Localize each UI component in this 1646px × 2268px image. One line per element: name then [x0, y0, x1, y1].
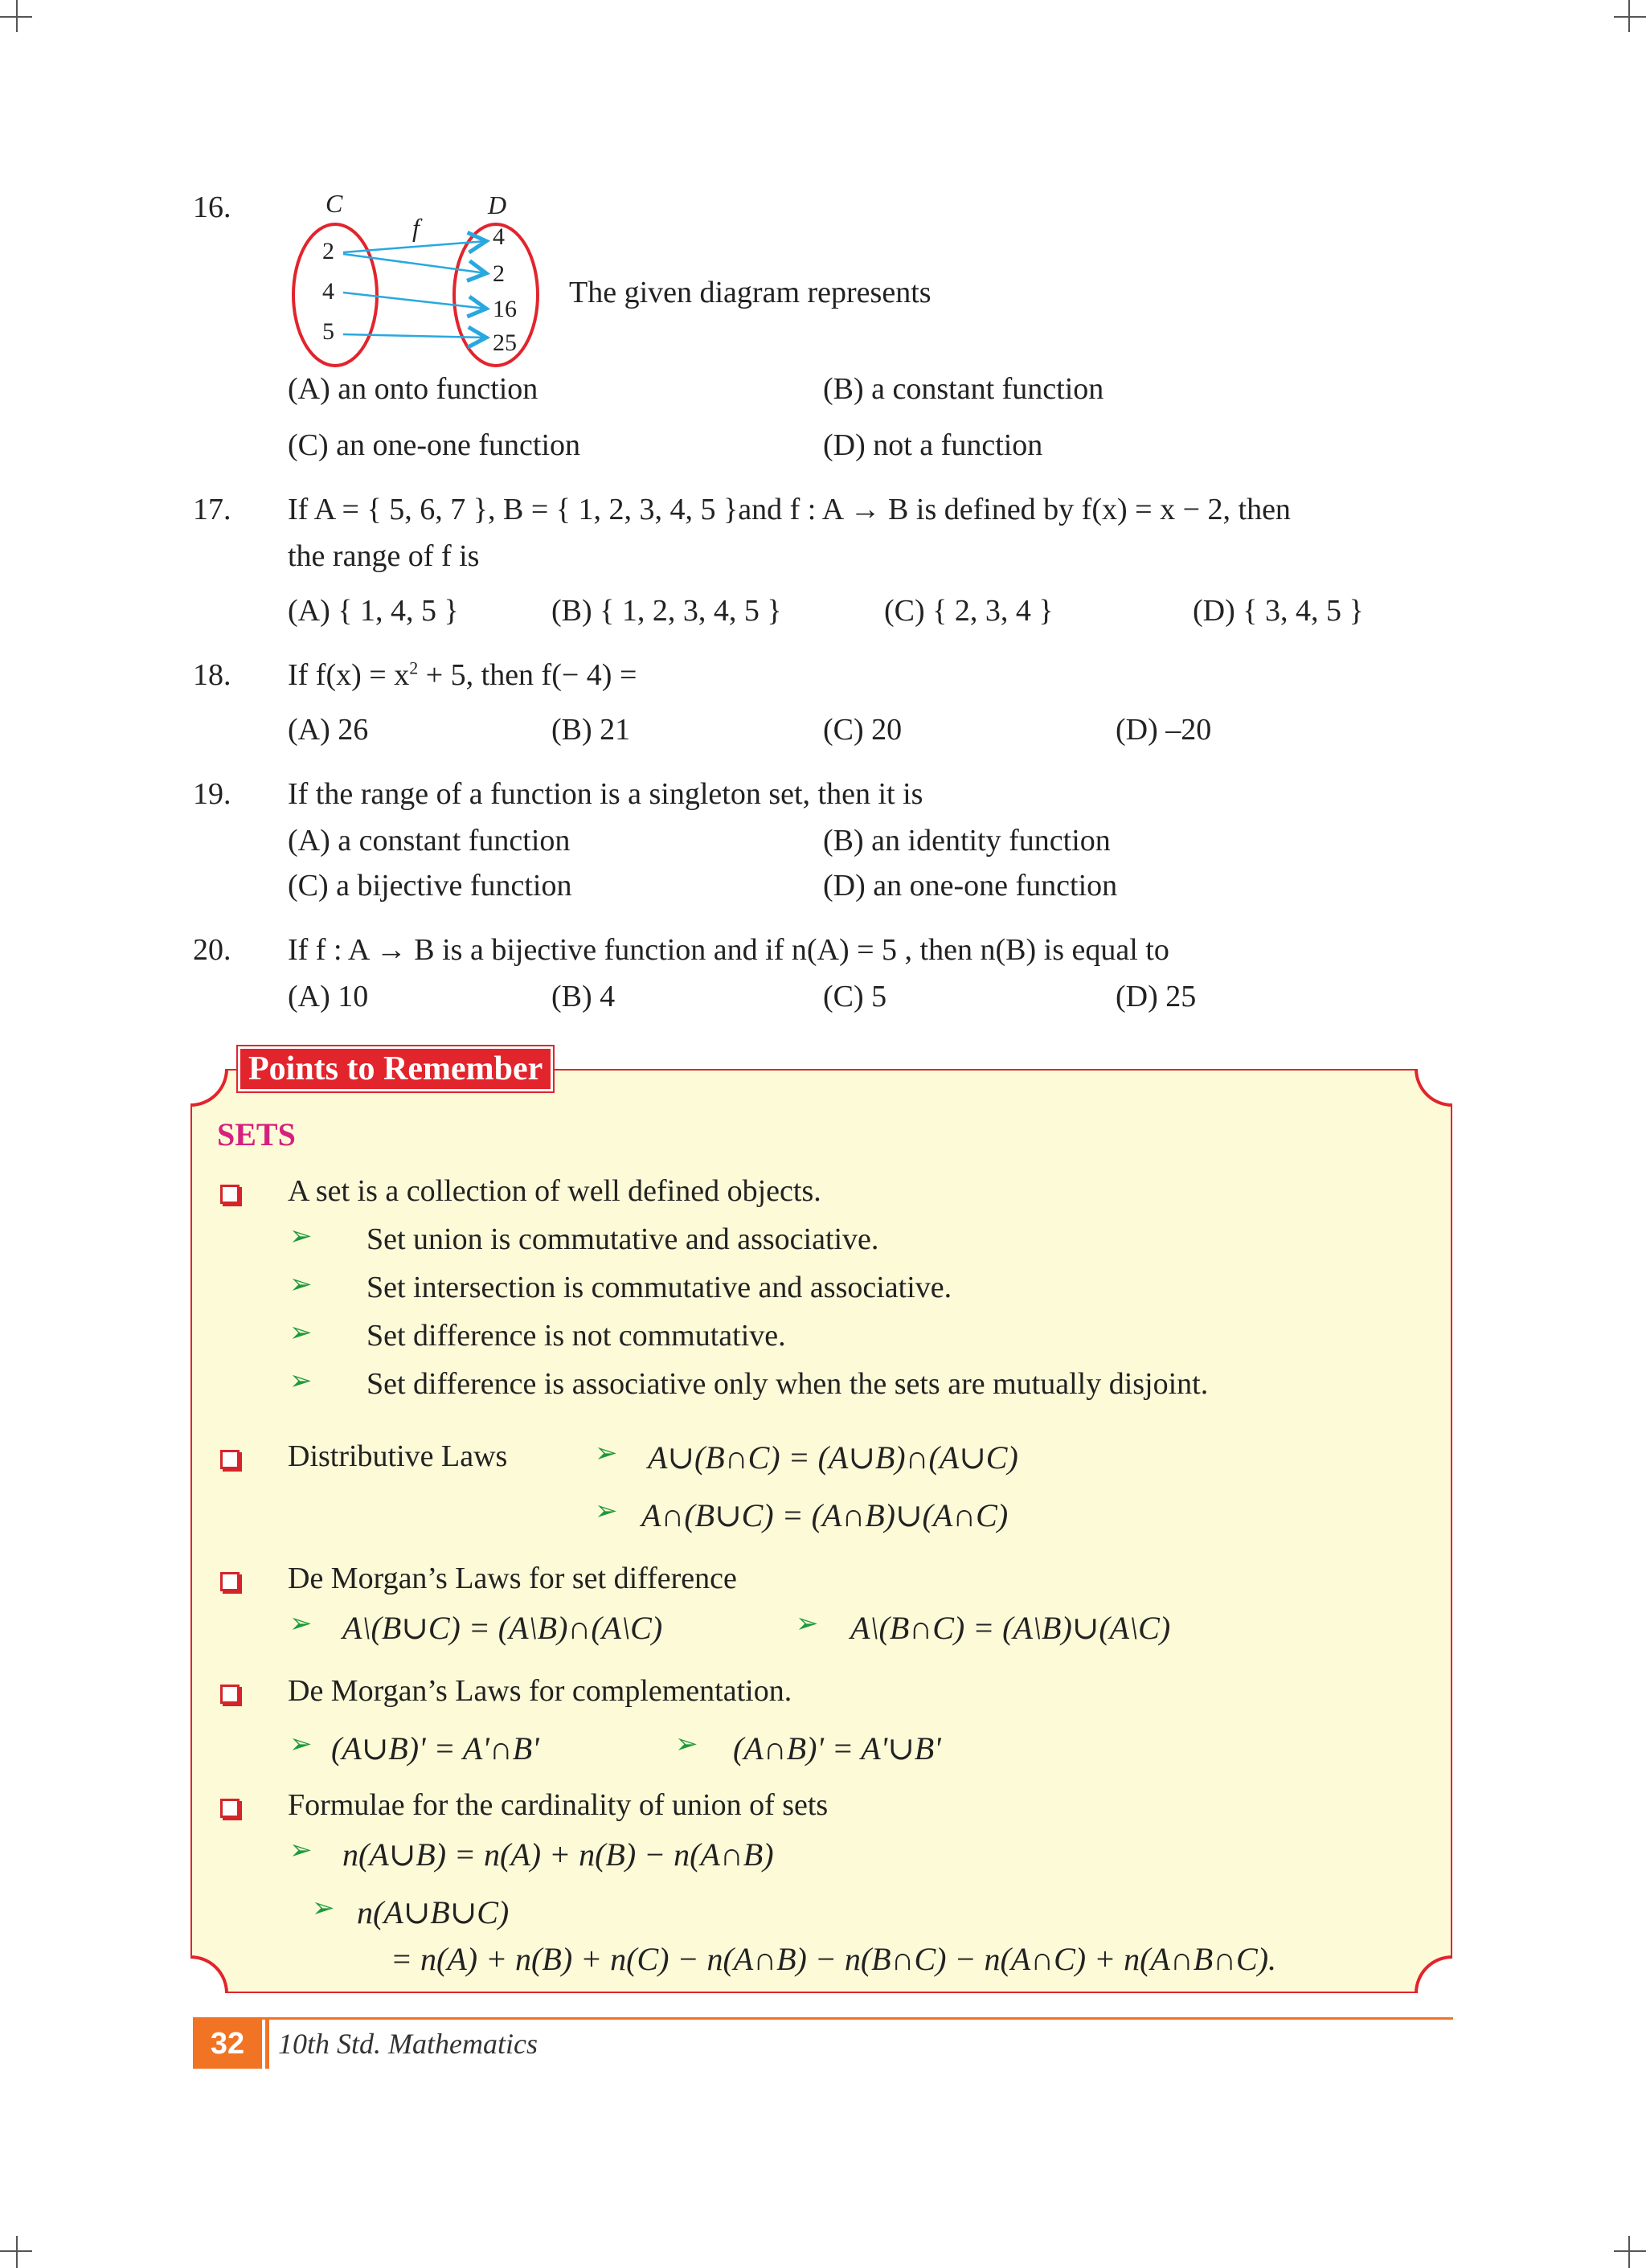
arrow-bullet-icon: ➢	[675, 1728, 698, 1760]
q16-option-a: (A) an onto function	[288, 372, 538, 406]
q19-option-b: (B) an identity function	[823, 824, 1111, 858]
q17-option-b: (B) { 1, 2, 3, 4, 5 }	[551, 594, 782, 628]
sets-heading: SETS	[217, 1116, 296, 1152]
q18-stem-part-a: If f(x) = x	[288, 658, 410, 692]
footer-rule	[193, 2017, 1453, 2020]
function-label: f	[412, 213, 420, 242]
arrow-bullet-icon: ➢	[595, 1495, 618, 1527]
q20-stem: If f : A → B is a bijective function and if n(A) = 5 , then n(B) is equal to	[288, 933, 1169, 967]
q20-option-b: (B) 4	[551, 980, 616, 1013]
arrow-bullet-icon: ➢	[312, 1892, 335, 1924]
distributive-law-2: A∩(B∪C) = (A∩B)∪(A∩C)	[641, 1497, 1009, 1533]
cardinality-three-sets-lhs: n(A∪B∪C)	[357, 1894, 510, 1930]
bullet-square-1	[220, 1185, 240, 1204]
sub-intersection: Set intersection is commutative and associative.	[366, 1271, 952, 1304]
q18-option-d: (D) –20	[1116, 713, 1212, 747]
q18-option-c: (C) 20	[823, 713, 903, 747]
demorgan-complement-2: (A∩B)' = A'∪B'	[733, 1730, 941, 1767]
arrow-bullet-icon: ➢	[289, 1607, 313, 1640]
arrow-bullet-icon: ➢	[289, 1365, 313, 1397]
page-number: 32	[193, 2019, 262, 2069]
crop-mark-tl-h	[0, 0, 32, 18]
item-demorgan-difference: De Morgan’s Laws for set difference	[288, 1562, 737, 1595]
arrow-bullet-icon: ➢	[796, 1607, 819, 1640]
bullet-square-2	[220, 1450, 240, 1469]
demorgan-difference-1: A\(B∪C) = (A\B)∩(A\C)	[342, 1610, 663, 1646]
q19-option-d: (D) an one-one function	[823, 869, 1118, 903]
cardinality-two-sets: n(A∪B) = n(A) + n(B) − n(A∩B)	[342, 1836, 774, 1873]
crop-mark-bl-h	[0, 2250, 32, 2268]
arrow-5-to-25	[343, 334, 486, 338]
arrow-bullet-icon: ➢	[289, 1316, 313, 1349]
sub-difference-associative: Set difference is associative only when the sets are mutually disjoint.	[366, 1367, 1209, 1401]
sub-union: Set union is commutative and associative.	[366, 1222, 879, 1256]
item-set-definition: A set is a collection of well defined objects.	[288, 1174, 821, 1208]
q18-number: 18.	[193, 658, 231, 692]
d-item-0: 4	[493, 223, 505, 250]
c-item-1: 4	[322, 278, 334, 305]
book-title: 10th Std. Mathematics	[278, 2028, 538, 2060]
arrow-bullet-icon: ➢	[289, 1220, 313, 1252]
c-item-2: 5	[322, 318, 334, 345]
arrow-bullet-icon: ➢	[595, 1437, 618, 1469]
set-d-label: D	[488, 190, 507, 219]
demorgan-complement-1: (A∪B)' = A'∩B'	[331, 1730, 539, 1767]
q19-stem: If the range of a function is a singleton set, then it is	[288, 777, 923, 811]
q17-option-c: (C) { 2, 3, 4 }	[884, 594, 1054, 628]
q17-number: 17.	[193, 493, 231, 526]
q20-number: 20.	[193, 933, 231, 967]
q18-option-b: (B) 21	[551, 713, 631, 747]
q17-stem-line2: the range of f is	[288, 539, 480, 573]
q19-option-a: (A) a constant function	[288, 824, 571, 858]
q18-stem-superscript: 2	[409, 657, 419, 678]
arrow-bullet-icon: ➢	[289, 1728, 313, 1760]
q16-stem: The given diagram represents	[569, 276, 932, 309]
d-item-3: 25	[493, 330, 517, 356]
item-demorgan-complement: De Morgan’s Laws for complementation.	[288, 1674, 792, 1708]
q19-option-c: (C) a bijective function	[288, 869, 572, 903]
arrow-bullet-icon: ➢	[289, 1834, 313, 1866]
set-c-label: C	[326, 189, 343, 218]
demorgan-difference-2: A\(B∩C) = (A\B)∪(A\C)	[850, 1610, 1171, 1646]
q20-option-d: (D) 25	[1116, 980, 1197, 1013]
q16-option-c: (C) an one-one function	[288, 428, 581, 462]
distributive-law-1: A∪(B∩C) = (A∪B)∩(A∪C)	[648, 1439, 1018, 1476]
q16-option-b: (B) a constant function	[823, 372, 1104, 406]
q17-option-d: (D) { 3, 4, 5 }	[1193, 594, 1364, 628]
item-distributive-laws: Distributive Laws	[288, 1439, 508, 1473]
q16-mapping-diagram	[285, 186, 551, 371]
bullet-square-4	[220, 1685, 240, 1704]
footer-separator	[265, 2019, 269, 2069]
c-item-0: 2	[322, 238, 334, 264]
arrow-4-to-16	[343, 293, 486, 309]
q18-stem-part-b: + 5, then f(− 4) =	[418, 658, 637, 692]
q17-stem-line1: If A = { 5, 6, 7 }, B = { 1, 2, 3, 4, 5 }and f : A → B is defined by f(x) = x − 2, then	[288, 493, 1291, 526]
q20-option-c: (C) 5	[823, 980, 887, 1013]
d-item-2: 16	[493, 296, 517, 322]
q19-number: 19.	[193, 777, 231, 811]
sub-difference: Set difference is not commutative.	[366, 1319, 786, 1353]
arrow-bullet-icon: ➢	[289, 1268, 313, 1300]
bullet-square-5	[220, 1799, 240, 1818]
crop-mark-br-h	[1614, 2250, 1646, 2268]
bullet-square-3	[220, 1572, 240, 1591]
item-cardinality: Formulae for the cardinality of union of sets	[288, 1788, 829, 1822]
q20-option-a: (A) 10	[288, 980, 369, 1013]
q18-option-a: (A) 26	[288, 713, 369, 747]
crop-mark-tr-h	[1614, 0, 1646, 18]
q16-number: 16.	[193, 190, 231, 224]
points-to-remember-title: Points to Remember	[238, 1046, 553, 1091]
d-item-1: 2	[493, 260, 505, 287]
arrow-2-to-2	[343, 254, 486, 273]
q16-option-d: (D) not a function	[823, 428, 1043, 462]
cardinality-three-sets-rhs: = n(A) + n(B) + n(C) − n(A∩B) − n(B∩C) − n(A∩C) + n(A∩B∩C).	[391, 1941, 1277, 1977]
q18-stem	[288, 657, 637, 693]
q17-option-a: (A) { 1, 4, 5 }	[288, 594, 459, 628]
